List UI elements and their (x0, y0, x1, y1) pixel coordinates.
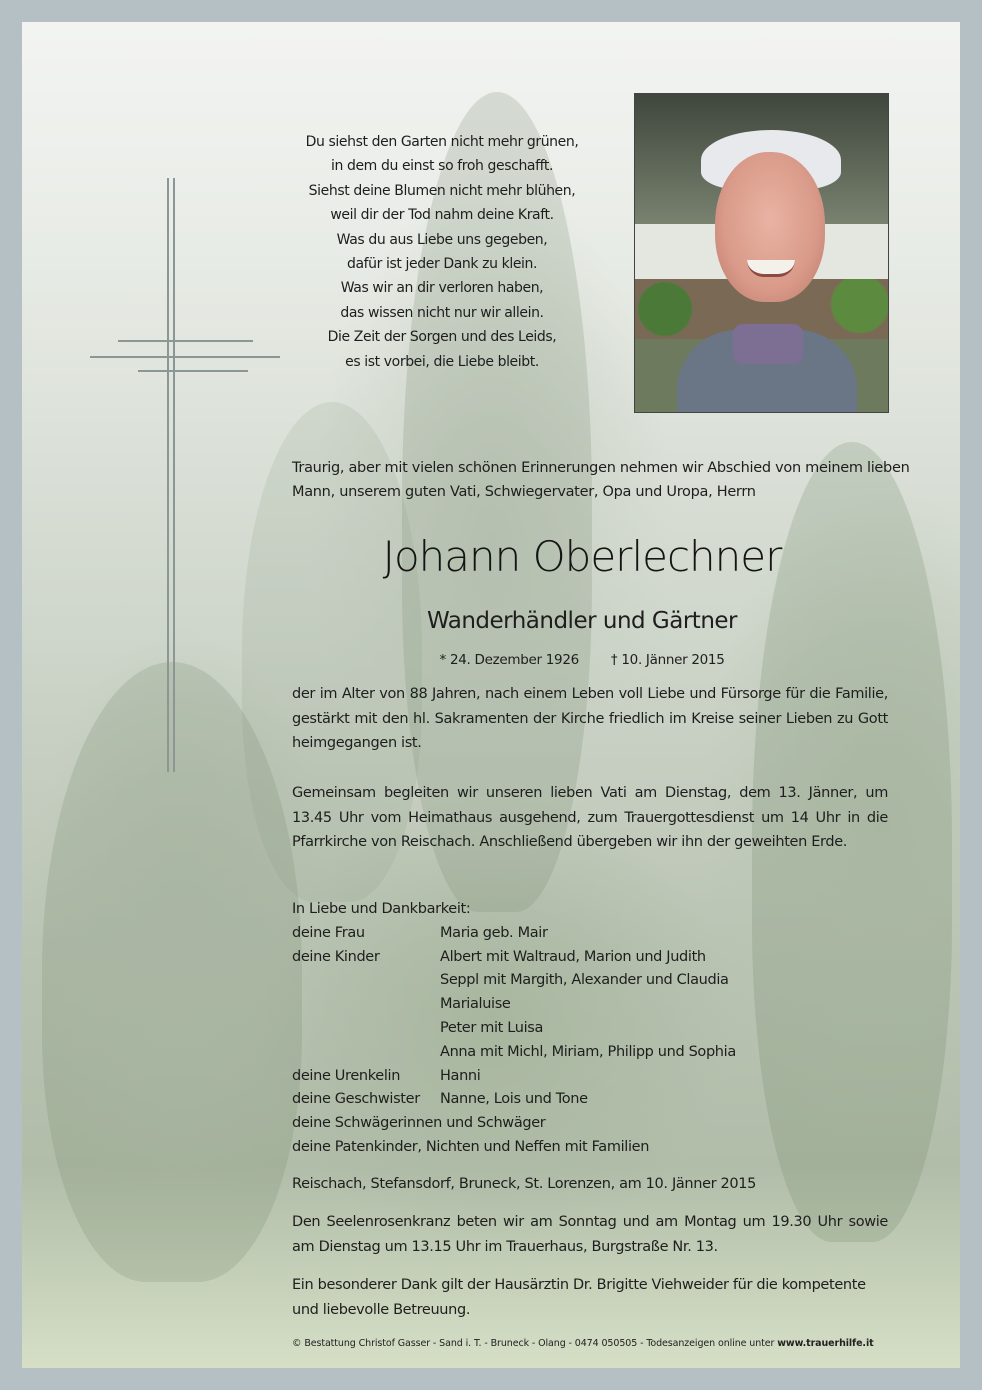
mourners-heading: In Liebe und Dankbarkeit: (292, 901, 471, 917)
death-date: † 10. Jänner 2015 (610, 652, 725, 668)
mourner-names: Nanne, Lois und Tone (440, 1091, 588, 1108)
poem-line: weil dir der Tod nahm deine Kraft. (330, 207, 554, 224)
mourner-names: Peter mit Luisa (440, 1019, 544, 1036)
mourner-row (292, 1088, 892, 1112)
deceased-name: Johann Oberlechner (382, 532, 782, 581)
mourner-names: Hanni (440, 1067, 481, 1084)
poem-line: Siehst deine Blumen nicht mehr blühen, (308, 182, 576, 199)
life-paragraph: der im Alter von 88 Jahren, nach einem Leben voll Liebe und Fürsorge für die Familie, gestärkt mit den hl. Sakramenten der Kirche friedlich im Kreise seiner Lieben zu Gott heimgegangen ist. (292, 686, 888, 751)
relation-label: deine Urenkelin (292, 1067, 401, 1084)
cross-icon (90, 178, 280, 778)
intro-line: Traurig, aber mit vielen schönen Erinnerungen nehmen wir Abschied von meinem lieben (292, 460, 910, 476)
birth-date: * 24. Dezember 1926 (439, 652, 579, 668)
poem-line: in dem du einst so froh geschafft. (330, 158, 554, 175)
intro-text (292, 456, 910, 504)
mourner-row (292, 946, 892, 1065)
intro-line: Mann, unserem guten Vati, Schwiegervater, Opa und Uropa, Herrn (292, 484, 756, 500)
footer-text: © Bestattung Christof Gasser - Sand i. T. - Bruneck - Olang - 0474 050505 - Todesanzeigen online unter (292, 1338, 778, 1349)
poem-line: es ist vorbei, die Liebe bleibt. (345, 353, 539, 370)
poem (292, 130, 592, 374)
poem-line: dafür ist jeder Dank zu klein. (346, 256, 538, 273)
mourner-names: Anna mit Michl, Miriam, Philipp und Sophia (440, 1043, 736, 1060)
poem-line: Was du aus Liebe uns gegeben, (336, 231, 548, 248)
poem-line: Was wir an dir verloren haben, (340, 280, 544, 297)
mourner-names: Marialuise (440, 996, 511, 1013)
footer-link[interactable]: www.trauerhilfe.it (777, 1338, 874, 1349)
mourner-extra: deine Patenkinder, Nichten und Neffen mit Familien (292, 1138, 650, 1155)
mourners-list (292, 898, 892, 1160)
mourner-names: Albert mit Waltraud, Marion und Judith (440, 948, 706, 965)
mourner-names: Seppl mit Margith, Alexander und Claudia (440, 972, 729, 989)
mourner-row (292, 922, 892, 946)
life-dates (322, 652, 842, 668)
place-date: Reischach, Stefansdorf, Bruneck, St. Lorenzen, am 10. Jänner 2015 (292, 1176, 757, 1192)
funeral-paragraph: Gemeinsam begleiten wir unseren lieben Vati am Dienstag, dem 13. Jänner, um 13.45 Uhr vom Heimathaus ausgehend, zum Trauergottesdienst um 14 Uhr in die Pfarrkirche von Reischach. Anschließend übergeben wir ihn der geweihten Erde. (292, 785, 888, 850)
mourner-extra: deine Schwägerinnen und Schwäger (292, 1115, 546, 1132)
obituary-page (22, 22, 960, 1368)
relation-label: deine Kinder (292, 948, 380, 965)
relation-label: deine Frau (292, 924, 365, 941)
poem-line: Du siehst den Garten nicht mehr grünen, (305, 134, 579, 150)
poem-line: Die Zeit der Sorgen und des Leids, (327, 329, 557, 346)
footer (292, 1338, 892, 1349)
mourner-row (292, 1065, 892, 1089)
relation-label: deine Geschwister (292, 1091, 420, 1108)
mourner-names: Maria geb. Mair (440, 924, 548, 941)
poem-line: das wissen nicht nur wir allein. (340, 304, 544, 321)
deceased-profession: Wanderhändler und Gärtner (426, 608, 738, 634)
portrait-photo (634, 93, 889, 413)
thanks-paragraph: Ein besonderer Dank gilt der Hausärztin Dr. Brigitte Viehweider für die kompetente und liebevolle Betreuung. (292, 1277, 866, 1318)
rosary-paragraph: Den Seelenrosenkranz beten wir am Sonntag und am Montag um 19.30 Uhr sowie am Dienstag um 13.15 Uhr im Trauerhaus, Burgstraße Nr. 13. (292, 1214, 888, 1255)
